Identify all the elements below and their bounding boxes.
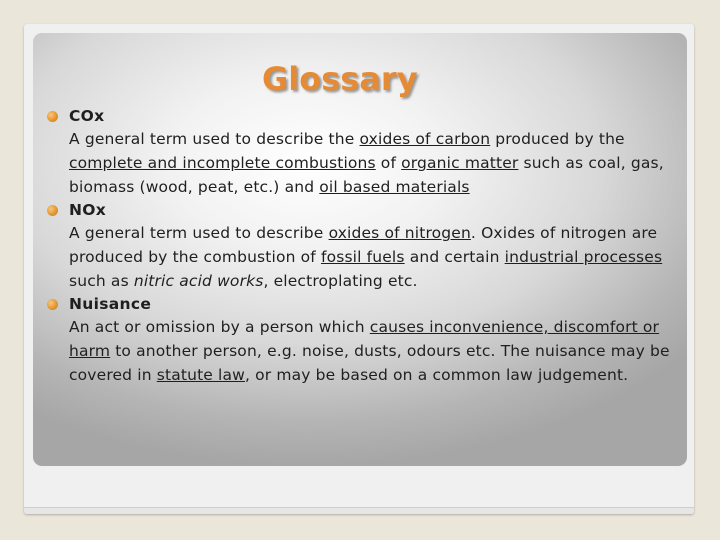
- glossary-definition: [69, 315, 681, 387]
- glossary-entry-nox: [47, 199, 681, 293]
- orange-bullet-icon: [47, 205, 58, 216]
- orange-bullet-icon: [47, 299, 58, 310]
- linked-term: statute law: [156, 366, 245, 384]
- linked-term: causes inconvenience, discomfort or harm: [69, 318, 660, 360]
- definition-text: , electroplating etc.: [263, 272, 418, 290]
- linked-term: oxides of carbon: [359, 130, 491, 148]
- definition-text: A general term used to describe: [69, 224, 329, 242]
- definition-text: such as coal, gas, biomass (wood, peat, etc.) and: [69, 154, 664, 196]
- definition-text: An act or omission by a person which: [69, 318, 370, 336]
- orange-bullet-icon: [47, 111, 58, 122]
- definition-text: A general term used to describe the: [69, 130, 360, 148]
- definition-text: of: [375, 154, 402, 172]
- definition-text: produced by the: [490, 130, 625, 148]
- linked-term: oil based materials: [319, 178, 470, 196]
- definition-text: . Oxides of nitrogen are produced by the combustion of: [69, 224, 658, 266]
- linked-term: oxides of nitrogen: [328, 224, 471, 242]
- glossary-definition: [69, 127, 681, 199]
- linked-term: industrial processes: [504, 248, 663, 266]
- glossary-definition: [69, 221, 681, 293]
- glossary-entry-cox: [47, 105, 681, 199]
- glossary-term: COx: [69, 107, 105, 125]
- definition-text: , or may be based on a common law judgement.: [245, 366, 629, 384]
- linked-term: organic matter: [401, 154, 519, 172]
- glossary-entry-nuisance: [47, 293, 681, 387]
- linked-term: fossil fuels: [320, 248, 405, 266]
- italic-text: nitric acid works: [133, 272, 264, 290]
- definition-text: to another person, e.g. noise, dusts, odours etc. The nuisance may be covered in: [69, 342, 670, 384]
- linked-term: complete and incomplete combustions: [69, 154, 376, 172]
- definition-text: such as: [69, 272, 134, 290]
- glossary-term: NOx: [69, 201, 107, 219]
- glossary-list: [47, 105, 681, 387]
- glossary-term: Nuisance: [69, 295, 152, 313]
- slide-title: Glossary: [262, 60, 418, 98]
- definition-text: and certain: [404, 248, 505, 266]
